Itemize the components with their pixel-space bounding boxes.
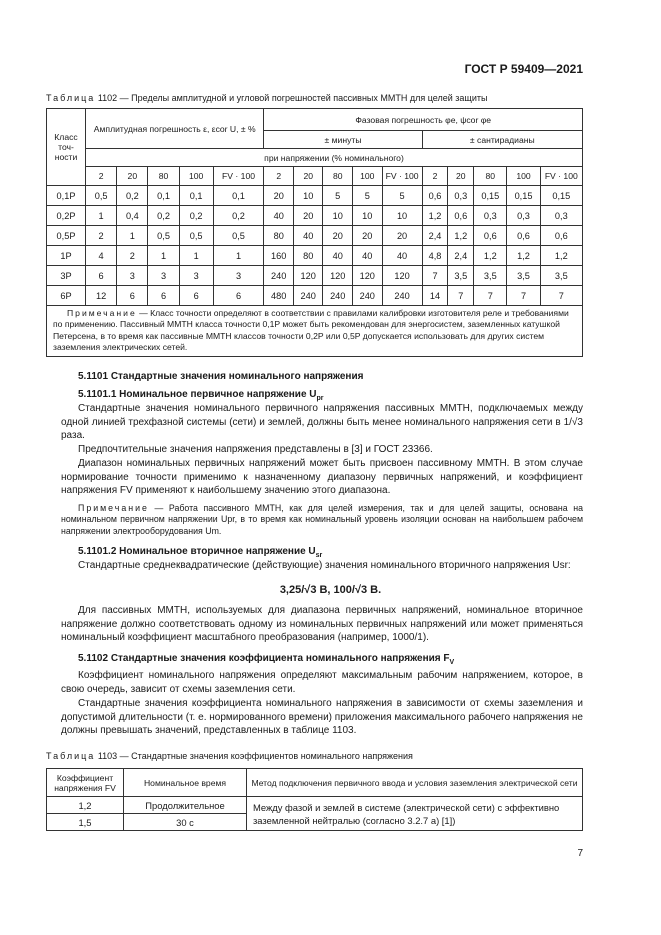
value-cell: 14 <box>422 286 448 306</box>
section-5-1102-heading <box>78 652 583 670</box>
value-cell: 480 <box>264 286 294 306</box>
value-cell: 5 <box>353 186 383 206</box>
table1-caption-word: Таблица <box>46 93 96 103</box>
value-cell: 120 <box>293 266 323 286</box>
table-row <box>47 266 583 286</box>
value-cell: 0,6 <box>448 206 474 226</box>
value-cell: 3,5 <box>507 266 540 286</box>
value-cell: 0,5 <box>86 186 117 206</box>
value-cell: 20 <box>323 226 353 246</box>
value-cell: 6 <box>179 286 213 306</box>
value-cell: 7 <box>448 286 474 306</box>
voltage-range-paragraph: Диапазон номинальных первичных напряжений может быть присвоен пассивному ММТН. В этом случае нормирование точности применимо к назначенному диапазону первичных напряжений, и коэффициент напряжения FV применяют к наибольшему значению этого диапазона. <box>61 458 583 497</box>
value-cell: 0,4 <box>117 206 148 226</box>
value-cell: 120 <box>323 266 353 286</box>
voltage-percent-cell: 100 <box>353 167 383 186</box>
voltage-percent-row <box>47 167 583 186</box>
heading-subscript: V <box>449 659 455 666</box>
value-cell: 0,1 <box>179 186 213 206</box>
value-cell: 0,6 <box>422 186 448 206</box>
value-cell: 6 <box>117 286 148 306</box>
value-cell: 1,2 <box>448 226 474 246</box>
value-cell: 3,5 <box>474 266 507 286</box>
value-cell: 80 <box>264 226 294 246</box>
table1-caption <box>46 93 487 103</box>
value-cell: 0,2 <box>179 206 213 226</box>
heading-subscript: sr <box>315 552 323 559</box>
time-cell: Продолжительное <box>124 797 247 814</box>
amplitude-error-header: Амплитудная погрешность ε, εcor U, ± % <box>86 109 264 149</box>
time-cell: 30 с <box>124 814 247 831</box>
value-cell: 3 <box>148 266 179 286</box>
heading-subscript: pr <box>316 395 324 402</box>
minutes-header: ± минуты <box>264 131 422 149</box>
value-cell: 0,15 <box>507 186 540 206</box>
voltage-percent-cell: 80 <box>148 167 179 186</box>
value-cell: 0,3 <box>507 206 540 226</box>
value-cell: 12 <box>86 286 117 306</box>
value-cell: 0,6 <box>540 226 582 246</box>
value-cell: 240 <box>353 286 383 306</box>
voltage-percent-cell: 80 <box>474 167 507 186</box>
secondary-voltage-formula: 3,25/√3 В, 100/√3 В. <box>279 584 382 596</box>
heading-text: 5.1101.1 Номинальное первичное напряжение U <box>78 389 317 400</box>
value-cell: 0,6 <box>507 226 540 246</box>
value-cell: 2,4 <box>448 246 474 266</box>
value-cell: 20 <box>264 186 294 206</box>
accuracy-class-cell: 0,5P <box>47 226 86 246</box>
voltage-percent-cell: 20 <box>293 167 323 186</box>
value-cell: 40 <box>323 246 353 266</box>
table2-caption <box>46 751 413 761</box>
voltage-percent-cell: 100 <box>179 167 213 186</box>
value-cell: 10 <box>323 206 353 226</box>
value-cell: 3 <box>117 266 148 286</box>
value-cell: 7 <box>507 286 540 306</box>
accuracy-class-cell: 1P <box>47 246 86 266</box>
value-cell: 2 <box>117 246 148 266</box>
value-cell: 10 <box>293 186 323 206</box>
value-cell: 0,3 <box>474 206 507 226</box>
method-header: Метод подключения первичного ввода и условия заземления электрической сети <box>247 769 583 797</box>
value-cell: 1,2 <box>474 246 507 266</box>
value-cell: 3 <box>213 266 264 286</box>
phase-error-header: Фазовая погрешность φe, ψcor φe <box>264 109 583 131</box>
accuracy-limits-table <box>46 108 583 357</box>
value-cell: 6 <box>86 266 117 286</box>
voltage-percent-cell: 20 <box>448 167 474 186</box>
value-cell: 1,2 <box>540 246 582 266</box>
value-cell: 1,2 <box>422 206 448 226</box>
table2-caption-word: Таблица <box>46 751 96 761</box>
voltage-percent-cell: 20 <box>117 167 148 186</box>
voltage-percent-cell: 100 <box>507 167 540 186</box>
value-cell: 1,2 <box>507 246 540 266</box>
value-cell: 3,5 <box>448 266 474 286</box>
value-cell: 1 <box>179 246 213 266</box>
value-cell: 240 <box>323 286 353 306</box>
voltage-factor-paragraph: Коэффициент номинального напряжения определяют максимальным рабочим напряжением, которое, в свою очередь, зависит от схемы заземления сети. <box>61 670 583 695</box>
table1-body <box>47 186 583 306</box>
value-cell: 120 <box>353 266 383 286</box>
value-cell: 5 <box>382 186 422 206</box>
value-cell: 0,3 <box>540 206 582 226</box>
voltage-percent-cell: 2 <box>86 167 117 186</box>
value-cell: 0,2 <box>213 206 264 226</box>
value-cell: 160 <box>264 246 294 266</box>
value-cell: 0,5 <box>213 226 264 246</box>
value-cell: 10 <box>382 206 422 226</box>
primary-voltage-note <box>61 503 583 537</box>
value-cell: 80 <box>293 246 323 266</box>
voltage-header: при напряжении (% номинального) <box>86 149 583 167</box>
value-cell: 3,5 <box>540 266 582 286</box>
table1-caption-text: 1102 — Пределы амплитудной и угловой погрешностей пассивных ММТН для целей защиты <box>97 93 488 103</box>
value-cell: 1 <box>148 246 179 266</box>
value-cell: 1 <box>117 226 148 246</box>
voltage-percent-cell: FV · 100 <box>213 167 264 186</box>
value-cell: 0,2 <box>148 206 179 226</box>
value-cell: 0,6 <box>474 226 507 246</box>
table-row <box>47 206 583 226</box>
value-cell: 4,8 <box>422 246 448 266</box>
accuracy-class-cell: 6P <box>47 286 86 306</box>
page-number: 7 <box>577 848 583 859</box>
heading-text: 5.1102 Стандартные значения коэффициента номинального напряжения F <box>78 653 450 664</box>
factor-cell: 1,2 <box>47 797 124 814</box>
value-cell: 4 <box>86 246 117 266</box>
value-cell: 2,4 <box>422 226 448 246</box>
value-cell: 240 <box>293 286 323 306</box>
table1-note-word: Примечание <box>67 308 137 318</box>
value-cell: 1 <box>213 246 264 266</box>
value-cell: 5 <box>323 186 353 206</box>
accuracy-class-cell: 3P <box>47 266 86 286</box>
value-cell: 240 <box>264 266 294 286</box>
class-header: Класс точ-ности <box>47 109 86 186</box>
table-row <box>47 246 583 266</box>
value-cell: 40 <box>293 226 323 246</box>
value-cell: 3 <box>179 266 213 286</box>
voltage-factor-values-paragraph: Стандартные значения коэффициента номинального напряжения в зависимости от схемы заземления и допустимой длительности (т. е. нормированного времени) приложения максимального рабочего напряжения не должны превышать значений, представленных в таблице 1103. <box>61 698 583 737</box>
time-header: Номинальное время <box>124 769 247 797</box>
table2-caption-text: 1103 — Стандартные значения коэффициентов номинального напряжения <box>97 751 413 761</box>
value-cell: 10 <box>353 206 383 226</box>
section-5-1101-heading: 5.1101 Стандартные значения номинального напряжения <box>78 371 364 382</box>
note-text: — Работа пассивного ММТН, как для целей измерения, так и для целей защиты, основана на номинальном первичном напряжении Upr, в то время как номинальный уровень изоляции основан на наибольшем рабочем напряжении электрооборудования Um. <box>61 503 583 536</box>
secondary-voltage-paragraph: Стандартные среднеквадратические (действующие) значения номинального вторичного напряжения Usr: <box>78 560 571 571</box>
value-cell: 120 <box>382 266 422 286</box>
table1-note-text: — Класс точности определяют в соответствии с правилами калибровки изготовителя реле и требованиями по применению. Пассивный ММТН класса точности 0,1P может быть рекомендован для энергосистем, заземленных катушкой Петерсена, в то время как пассивные ММТН классов точности 0,2P или 0,5P допускается использовать для других систем заземления электрических сетей. <box>53 308 569 353</box>
accuracy-class-cell: 0,1P <box>47 186 86 206</box>
value-cell: 0,5 <box>179 226 213 246</box>
value-cell: 0,5 <box>148 226 179 246</box>
factor-header: Коэффициент напряжения FV <box>47 769 124 797</box>
value-cell: 0,1 <box>213 186 264 206</box>
value-cell: 20 <box>353 226 383 246</box>
table-row <box>47 226 583 246</box>
value-cell: 7 <box>474 286 507 306</box>
voltage-percent-cell: 80 <box>323 167 353 186</box>
voltage-percent-cell: 2 <box>264 167 294 186</box>
value-cell: 20 <box>293 206 323 226</box>
value-cell: 7 <box>540 286 582 306</box>
value-cell: 0,15 <box>474 186 507 206</box>
value-cell: 20 <box>382 226 422 246</box>
table-row <box>47 286 583 306</box>
value-cell: 6 <box>148 286 179 306</box>
voltage-factor-table <box>46 768 583 831</box>
voltage-percent-cell: FV · 100 <box>540 167 582 186</box>
note-word: Примечание <box>78 503 149 513</box>
value-cell: 40 <box>382 246 422 266</box>
primary-voltage-paragraph: Стандартные значения номинального первичного напряжения пассивных ММТН, подключаемых между одной линией трехфазной системы (сети) и землей, должны быть менее номинального напряжения сети в 1/√3 раза. <box>61 403 583 442</box>
factor-cell: 1,5 <box>47 814 124 831</box>
value-cell: 7 <box>422 266 448 286</box>
standard-number: ГОСТ Р 59409—2021 <box>464 62 583 76</box>
value-cell: 0,15 <box>540 186 582 206</box>
centirad-header: ± сантирадианы <box>422 131 582 149</box>
value-cell: 0,2 <box>117 186 148 206</box>
voltage-percent-cell: FV · 100 <box>382 167 422 186</box>
accuracy-class-cell: 0,2P <box>47 206 86 226</box>
heading-text: 5.1101.2 Номинальное вторичное напряжение U <box>78 546 316 557</box>
value-cell: 1 <box>86 206 117 226</box>
voltage-percent-cell: 2 <box>422 167 448 186</box>
value-cell: 6 <box>213 286 264 306</box>
preferred-values-paragraph: Предпочтительные значения напряжения представлены в [3] и ГОСТ 23366. <box>78 444 433 455</box>
table1-note <box>47 306 583 357</box>
value-cell: 2 <box>86 226 117 246</box>
table-row <box>47 186 583 206</box>
method-cell: Между фазой и землей в системе (электрической сети) с эффективно заземленной нейтралью (согласно 3.2.7 а) [1]) <box>247 797 583 831</box>
range-secondary-paragraph: Для пассивных ММТН, используемых для диапазона первичных напряжений, номинальное вторичное напряжение должно соответствовать одному из номинальных первичных напряжений или может применяться номинальный коэффициент масштабного преобразования (например, 1000/1). <box>61 605 583 644</box>
value-cell: 0,1 <box>148 186 179 206</box>
value-cell: 0,3 <box>448 186 474 206</box>
value-cell: 40 <box>353 246 383 266</box>
value-cell: 40 <box>264 206 294 226</box>
value-cell: 240 <box>382 286 422 306</box>
